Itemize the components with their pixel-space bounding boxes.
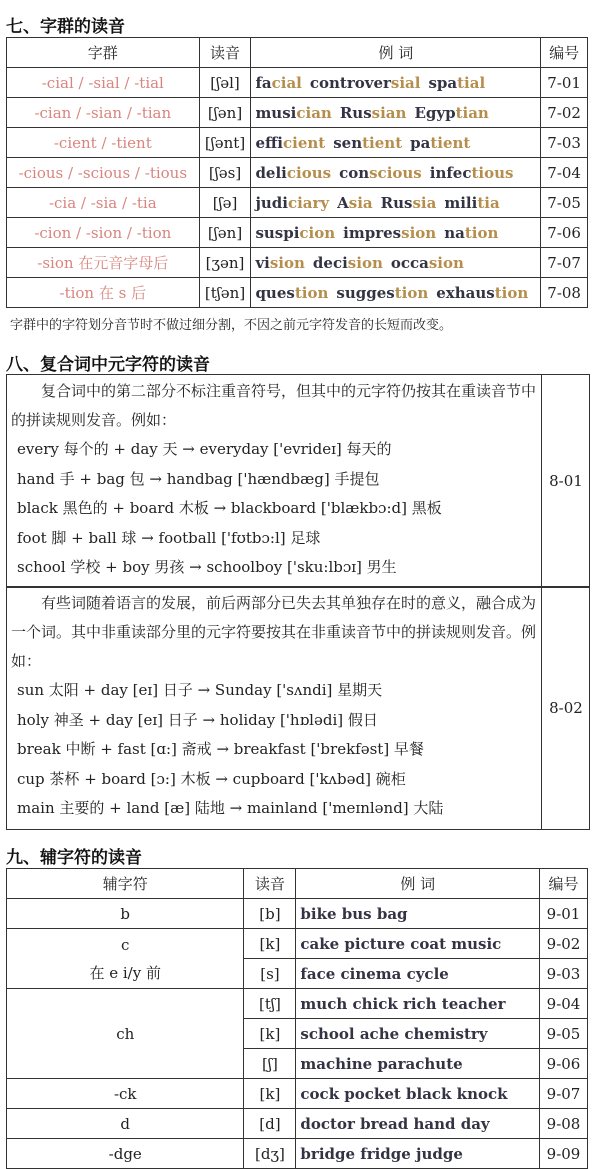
example-word xyxy=(255,224,335,242)
consonant-label: c xyxy=(121,935,130,954)
section-8-title: 八、复合词中元字符的读音 xyxy=(6,355,210,375)
examples-cell xyxy=(251,98,541,128)
sound-cell: [b] xyxy=(244,899,296,929)
word-suffix: cian xyxy=(296,103,332,122)
word-suffix: sion xyxy=(269,253,305,272)
section-9-table xyxy=(6,868,588,1169)
table-row xyxy=(7,899,588,929)
example-word xyxy=(343,224,436,242)
section-7-table xyxy=(6,37,588,308)
compound-block-1 xyxy=(6,374,590,588)
sound-cell: [ʃ] xyxy=(244,1049,296,1079)
sound-cell: [tʃən] xyxy=(199,278,251,308)
word-stem: judi xyxy=(255,193,288,212)
consonant-condition: 在 e i/y 前 xyxy=(89,963,161,982)
examples-cell: cake picture coat music xyxy=(296,929,540,959)
word-suffix: cial xyxy=(271,73,302,92)
sound-cell: [d] xyxy=(244,1109,296,1139)
table-row xyxy=(7,248,588,278)
sound-cell: [k] xyxy=(244,1019,296,1049)
word-stem: sugges xyxy=(336,283,395,302)
consonant-cell: -ck xyxy=(7,1079,244,1109)
table-row xyxy=(7,1139,588,1169)
col-header-examples: 例 词 xyxy=(296,869,540,899)
example-word xyxy=(339,164,422,182)
group-cell: -cient / -tient xyxy=(7,128,200,158)
compound-block-1-paragraph: 复合词中的第二部分不标注重音符号，但其中的元字符仍按其在重读音节中的拼读规则发音。例如： xyxy=(11,382,537,429)
table-row xyxy=(7,278,588,308)
word-suffix: sion xyxy=(401,223,437,242)
example-word xyxy=(444,194,499,212)
word-stem: ques xyxy=(255,283,295,302)
word-suffix: sia xyxy=(348,193,373,212)
table-row xyxy=(7,128,588,158)
word-stem: Rus xyxy=(339,103,372,122)
word-suffix: ciary xyxy=(287,193,330,212)
section-9-title: 九、辅字符的读音 xyxy=(6,848,142,868)
number-cell: 7-04 xyxy=(541,158,588,188)
word-stem: deci xyxy=(312,253,348,272)
number-cell: 9-04 xyxy=(540,989,588,1019)
example-line: every 每个的 + day 天 → everyday ['evrideɪ] 每天的 xyxy=(17,440,392,458)
table-row xyxy=(7,68,588,98)
sound-cell: [ʃən] xyxy=(199,218,251,248)
sound-cell: [dʒ] xyxy=(244,1139,296,1169)
word-suffix: tian xyxy=(455,103,489,122)
example-word xyxy=(428,74,485,92)
compound-block-1-content xyxy=(7,375,542,587)
example-word xyxy=(340,104,407,122)
col-header-number: 编号 xyxy=(541,38,588,68)
example-line: hand 手 + bag 包 → handbag ['hændbæg] 手提包 xyxy=(17,469,380,488)
word-stem: na xyxy=(444,223,465,242)
word-stem: A xyxy=(337,193,349,212)
word-stem: pa xyxy=(410,133,431,152)
word-suffix: tious xyxy=(471,163,514,182)
examples-cell: school ache chemistry xyxy=(296,1019,540,1049)
number-cell: 7-06 xyxy=(541,218,588,248)
consonant-cell: -dge xyxy=(7,1139,244,1169)
word-stem: effi xyxy=(255,133,283,152)
word-stem: spa xyxy=(428,73,458,92)
number-cell: 7-03 xyxy=(541,128,588,158)
sound-cell: [ʃə] xyxy=(199,188,251,218)
compound-block-2-paragraph: 有些词随着语言的发展，前后两部分已失去其单独存在时的意义，融合成为一个词。其中非重读部分里的元字符要按其在非重读音节中的拼读规则发音。例如： xyxy=(11,594,537,670)
example-word xyxy=(414,104,488,122)
example-word xyxy=(444,224,498,242)
example-word xyxy=(255,194,329,212)
example-word xyxy=(430,164,514,182)
example-word xyxy=(255,164,331,182)
table-row xyxy=(7,98,588,128)
number-cell: 7-02 xyxy=(541,98,588,128)
word-stem: impres xyxy=(343,223,402,242)
examples-cell: doctor bread hand day xyxy=(296,1109,540,1139)
table-row xyxy=(7,218,588,248)
example-word xyxy=(255,284,328,302)
number-cell: 9-06 xyxy=(540,1049,588,1079)
word-stem: suspi xyxy=(255,223,300,242)
number-cell: 7-07 xyxy=(541,248,588,278)
group-cell: -tion 在 s 后 xyxy=(7,278,200,308)
example-line: black 黑色的 + board 木板 → blackboard ['blækbɔ:d] 黑板 xyxy=(17,499,442,517)
table-row xyxy=(7,158,588,188)
word-stem: con xyxy=(339,163,370,182)
col-header-group: 字群 xyxy=(7,38,200,68)
number-cell: 9-07 xyxy=(540,1079,588,1109)
example-line: foot 脚 + ball 球 → football ['fʊtbɔ:l] 足球 xyxy=(17,528,321,547)
col-header-sound: 读音 xyxy=(199,38,251,68)
word-stem: fa xyxy=(255,73,272,92)
word-suffix: tion xyxy=(494,283,529,302)
word-stem: mili xyxy=(444,193,478,212)
col-header-number: 编号 xyxy=(540,869,588,899)
word-suffix: tient xyxy=(430,133,471,152)
sound-cell: [ʃən] xyxy=(199,98,251,128)
example-line: cup 茶杯 + board [ɔ:] 木板 → cupboard ['kʌbəd] 碗柜 xyxy=(17,769,406,788)
consonant-cell: ch xyxy=(7,989,244,1079)
number-cell: 9-08 xyxy=(540,1109,588,1139)
compound-block-1-number: 8-01 xyxy=(549,472,583,490)
table-row xyxy=(7,929,588,959)
example-word xyxy=(255,74,301,92)
example-word xyxy=(310,74,421,92)
example-word xyxy=(391,254,464,272)
examples-cell xyxy=(251,158,541,188)
number-cell: 7-05 xyxy=(541,188,588,218)
examples-cell: bridge fridge judge xyxy=(296,1139,540,1169)
sound-cell: [ʃənt] xyxy=(199,128,251,158)
sound-cell: [tʃ] xyxy=(244,989,296,1019)
consonant-cell: b xyxy=(7,899,244,929)
word-suffix: tion xyxy=(294,283,329,302)
example-line: sun 太阳 + day [eɪ] 日子 → Sunday ['sʌndi] 星期天 xyxy=(17,681,383,699)
col-header-sound: 读音 xyxy=(244,869,296,899)
sound-cell: [k] xyxy=(244,1079,296,1109)
examples-cell: much chick rich teacher xyxy=(296,989,540,1019)
example-word xyxy=(336,284,428,302)
example-word xyxy=(337,194,373,212)
example-word xyxy=(313,254,383,272)
word-suffix: sia xyxy=(412,193,437,212)
word-stem: exhaus xyxy=(436,283,495,302)
number-cell: 9-03 xyxy=(540,959,588,989)
word-stem: occa xyxy=(390,253,429,272)
word-suffix: cious xyxy=(286,163,332,182)
table-row xyxy=(7,188,588,218)
examples-cell xyxy=(251,128,541,158)
word-suffix: tion xyxy=(464,223,499,242)
example-line: school 学校 + boy 男孩 → schoolboy ['sku:lbɔɪ] 男生 xyxy=(17,558,397,576)
number-cell: 7-08 xyxy=(541,278,588,308)
word-stem: Egyp xyxy=(414,103,456,122)
word-suffix: cient xyxy=(283,133,326,152)
word-stem: Rus xyxy=(380,193,413,212)
table-row xyxy=(7,1079,588,1109)
sound-cell: [s] xyxy=(244,959,296,989)
example-word xyxy=(255,104,331,122)
examples-cell: machine parachute xyxy=(296,1049,540,1079)
group-cell: -cia / -sia / -tia xyxy=(7,188,200,218)
group-cell: -sion 在元音字母后 xyxy=(7,248,200,278)
examples-cell xyxy=(251,68,541,98)
section-7-note: 字群中的字符划分音节时不做过细分割，不因之前元字符发音的长短而改变。 xyxy=(10,318,453,333)
word-suffix: tia xyxy=(477,193,500,212)
examples-cell xyxy=(251,188,541,218)
group-cell: -cian / -sian / -tian xyxy=(7,98,200,128)
group-cell: -cion / -sion / -tion xyxy=(7,218,200,248)
example-word xyxy=(255,134,325,152)
compound-block-2-content xyxy=(7,587,542,829)
word-stem: controver xyxy=(309,73,391,92)
word-suffix: sion xyxy=(347,253,383,272)
table-header-row xyxy=(7,38,588,68)
word-stem: musi xyxy=(255,103,297,122)
example-word xyxy=(333,134,402,152)
sound-cell: [ʃəs] xyxy=(199,158,251,188)
example-line: main 主要的 + land [æ] 陆地 → mainland ['meɪnlənd] 大陆 xyxy=(17,799,444,817)
compound-block-2-number: 8-02 xyxy=(549,699,583,717)
word-stem: deli xyxy=(255,163,287,182)
example-word xyxy=(255,254,304,272)
sound-cell: [k] xyxy=(244,929,296,959)
col-header-consonant: 辅字符 xyxy=(7,869,244,899)
group-cell: -cial / -sial / -tial xyxy=(7,68,200,98)
consonant-cell xyxy=(7,929,244,989)
examples-cell: cock pocket black knock xyxy=(296,1079,540,1109)
word-stem: vi xyxy=(255,253,270,272)
consonant-cell: d xyxy=(7,1109,244,1139)
word-suffix: sion xyxy=(428,253,464,272)
group-cell: -cious / -scious / -tious xyxy=(7,158,200,188)
col-header-examples: 例 词 xyxy=(251,38,541,68)
sound-cell: [ʃəl] xyxy=(199,68,251,98)
number-cell: 9-09 xyxy=(540,1139,588,1169)
table-row xyxy=(7,1109,588,1139)
examples-cell: bike bus bag xyxy=(296,899,540,929)
compound-block-2 xyxy=(6,586,590,830)
example-word xyxy=(436,284,528,302)
word-suffix: sial xyxy=(390,73,421,92)
example-line: break 中断 + fast [ɑ:] 斋戒 → breakfast ['brekfəst] 早餐 xyxy=(17,740,424,758)
word-stem: infec xyxy=(429,163,472,182)
example-word xyxy=(381,194,437,212)
examples-cell: face cinema cycle xyxy=(296,959,540,989)
word-suffix: tient xyxy=(362,133,403,152)
example-word xyxy=(410,134,470,152)
word-suffix: scious xyxy=(369,163,422,182)
word-stem: sen xyxy=(333,133,363,152)
number-cell: 9-02 xyxy=(540,929,588,959)
word-suffix: tion xyxy=(394,283,429,302)
table-header-row xyxy=(7,869,588,899)
number-cell: 9-01 xyxy=(540,899,588,929)
number-cell: 9-05 xyxy=(540,1019,588,1049)
examples-cell xyxy=(251,248,541,278)
table-row xyxy=(7,989,588,1019)
word-suffix: tial xyxy=(457,73,486,92)
examples-cell xyxy=(251,278,541,308)
section-7-title: 七、字群的读音 xyxy=(6,17,125,37)
examples-cell xyxy=(251,218,541,248)
sound-cell: [ʒən] xyxy=(199,248,251,278)
word-suffix: cion xyxy=(299,223,336,242)
number-cell: 7-01 xyxy=(541,68,588,98)
example-line: holy 神圣 + day [eɪ] 日子 → holiday ['hɒlədi] 假日 xyxy=(17,710,378,729)
word-suffix: sian xyxy=(371,103,407,122)
